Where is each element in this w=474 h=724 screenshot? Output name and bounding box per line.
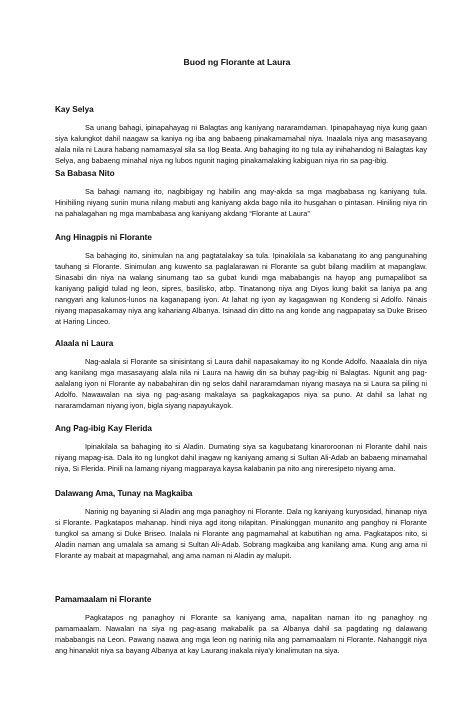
section-heading: Sa Babasa Nito xyxy=(55,169,115,178)
section-heading: Ang Pag-ibig Kay Flerida xyxy=(55,424,152,433)
section-paragraph: Ipinakilala sa bahaging ito si Aladin. Dumating siya sa kagubatang kinaroroonan ni Florante dahil nais niyang mapag-isa. Dala ito ng lungkot dahil inagaw ng kaniyang amang si Sultan Ali-Adab an babaeng minamahal niya, Si Flerida. Pinili na lamang niyang magparaya kaysa kalabanin pa nito ang nireresipeto niyang ama. xyxy=(55,442,427,473)
section-paragraph: Sa bahaging ito, sinimulan na ang pagtatalakay sa tula. Ipinakilala sa kabanatang ito ang pangunahing tauhang si Florante. Sinimulan ang kuwento sa paglalarawan ni Florante sa gubt bilang madilim at mapanglaw. Sinasabi din niya na walang sinumang tao sa gubat kundi mga mababangis na hayop ang pumapalibot sa kaniyang paligid tulad ng leon, sipres, basilisko, atbp. Tinatanong niya ang Diyos kung bakit sa laniya pa ang nangyari ang kalunos-lunos na kaganapang iyon. At lahat ng iyon ay kagagawan ng Kondeng si Adolfo. Ninais niyang mapasakamay niya ang kahariang Albanya. Isinaad din ditto na ang konde ang nagpapatay sa Duke Briseo at Haring Linceo. xyxy=(55,251,427,326)
section-paragraph: Sa bahagi namang ito, nagbibigay ng habilin ang may-akda sa mga magbabasa ng kaniyang tula. Hinihiling niyang suriin muna nilang mabuti ang kaniyang akda bago nila ito husgahan o pintasan. Hiniling niya rin na pahalagahan ng mga mambabasa ang kaniyang akdang “Florante at Laura” xyxy=(55,187,427,218)
section-paragraph: Nag-aalala si Florante sa sinisintang si Laura dahil napasakamay ito ng Konde Adolfo. Naaalala din niya ang kanilang mga masasayang alala nila ni Laura na hawig din sa buhay pag-ibig ni Balagtas. Ngunit ang pag-aalalang iyon ni Florante ay nababahiran din ng selos dahil nararamdaman niyang masaya na si Laura sa piling ni Adolfo. Nawawalan na siya ng pag-asang makalaya sa pagkakagapos niya sa puno. At dahil sa lahat ng nararamdaman niyang iyon, bigla siyang napayukayok. xyxy=(55,357,427,410)
section-dalawang-ama-tunay-na-magkaiba xyxy=(55,489,427,561)
section-sa-babasa-nito xyxy=(55,169,427,219)
section-paragraph: Narinig ng bayaning si Aladin ang mga panaghoy ni Florante. Dala ng kaniyang kuryosidad, hinanap niya si Florante. Pagkatapos mahanap. hindi niya agd itong nilapitan. Pinakinggan munanito ang panghoy ni Florante tungkol sa amang si Duke Briseo. Inalala ni Florante ang pagmamahal at kabutihan ng ama. Pagkatapos nito, si Aladin naman ang umalala sa amang si Sultan Ali-Adab. Sobrang magkaiba ang kanilang ama. Kung ang ama ni Florante ay mabait at mapagmahal, ang ama naman ni Aladin ay malupit. xyxy=(55,507,427,560)
section-heading: Kay Selya xyxy=(55,105,94,114)
section-heading: Ang Hinagpis ni Florante xyxy=(55,233,152,242)
section-paragraph: Sa unang bahagi, ipinapahayag ni Balagtas ang kaniyang nararamdaman. Ipinapahayag niya kung gaan siya kalungkot dahil naagaw sa kaniya ng iba ang babaeng pinakamamahal niya. Inaalala niya ang masasayang alala nila ni Laura habang namamasyal sila sa Ilog Beata. Ang bahaging ito ng tula ay inihahandog ni Balagtas kay Selya, ang babaeng minahal niya ng lubos ngunit naging pinakamalaking kabiguan niya rin sa pag-ibig. xyxy=(55,123,427,165)
section-pamamaalam-ni-florante xyxy=(55,595,427,656)
section-heading: Dalawang Ama, Tunay na Magkaiba xyxy=(55,489,193,498)
section-ang-pag-ibig-kay-flerida xyxy=(55,424,427,474)
section-heading: Pamamaalam ni Florante xyxy=(55,595,152,604)
section-heading: Alaala ni Laura xyxy=(55,339,114,348)
section-kay-selya xyxy=(55,105,427,166)
section-paragraph: Pagkatapos ng panaghoy ni Florante sa kaniyang ama, napalitan naman ito ng panaghoy ng pamamaalam. Nawalan na siya ng pag-asang makabalik pa sa Albanya dahil sa pagdating ng dalawang mababangis na Leon. Pawang naawa ang mga leon ng narinig nila ang pamamaalam ni Florante. Nahanggit niya ang hinanakit niya sa bayang Albanya at kay Laurang inakala niya'y kinalimutan na siya. xyxy=(55,613,427,655)
section-alaala-ni-laura xyxy=(55,339,427,411)
section-ang-hinagpis-ni-florante xyxy=(55,233,427,327)
document-title: Buod ng Florante at Laura xyxy=(183,57,291,67)
